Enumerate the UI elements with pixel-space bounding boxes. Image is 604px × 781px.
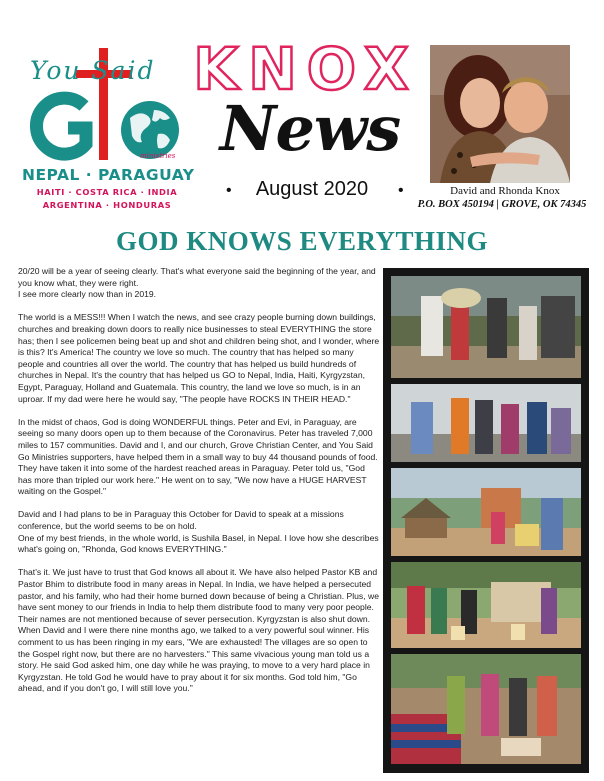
paragraph-3: In the midst of chaos, God is doing WONDERFUL things. Peter and Evi, in Paraguay, are seeing so many doors open up to them because of the Coronavirus. Peter has traveled 7,000 miles to 157 communities. David and I, and our church, Grove Christian Center, and You Said Go Ministries supporters, have helped them in a small way to buy 44 thousand pounds of food. They have taken it into some of the hardest reached areas in Paraguay. Peter told us, "God has more than tripled our work here." He went on to say, "We now have a HUGE HARVEST waiting on the Gospel." bbox=[18, 416, 378, 497]
food-distribution-photo-3 bbox=[391, 468, 581, 556]
logo-ministries-text: ministries bbox=[140, 152, 176, 160]
masthead-title-news: News bbox=[219, 92, 401, 165]
portrait-illustration bbox=[430, 45, 570, 183]
photo-caption-names: David and Rhonda Knox bbox=[450, 185, 560, 197]
logo-tagline-secondary: HAITI · COSTA RICA · INDIA bbox=[36, 187, 178, 197]
paragraph-4-line-2: One of my best friends, in the whole world, is Sushila Basel, in Nepal. I love how she describes what's going on, "Rhonda, God knows EVERYTHING." bbox=[18, 532, 379, 555]
paragraph-5: That's it. We just have to trust that God knows all about it. We have also helped Pastor KB and Pastor Bhim to distribute food in many areas in Nepal. In India, we have helped a persecuted pastor, and his family, who had their home burned down because of being a Christian. Plus, we have sent money to our friends in India to help them distribute food to many very poor people. Their names are not mentioned because of sever persecution. Kyrgyzstan is also shut down. When David and I were there nine months ago, we talked to a very powerful soul winner. His comment to us has been ringing in my ears, "We are exhausted! The villages are so open to the Gospel right now, but there are no harvesters." This same vivacious young man told us a story. He said God asked him, one day while he was praying, to move to a very hard place in Kyrgyzstan. He told God he would have to pray about it for six months. God told him, "Go ahead, and if you don't go, I will still love you." bbox=[18, 567, 379, 694]
logo-tagline-primary: NEPAL · PARAGUAY bbox=[22, 166, 195, 184]
paragraph-4-line-1: David and I had plans to be in Paraguay this October for David to speak at a missions conference, but the world seems to be on hold. bbox=[18, 509, 344, 532]
food-distribution-photo-1 bbox=[391, 276, 581, 378]
mailing-address: P.O. BOX 450194 | GROVE, OK 74345 bbox=[417, 199, 587, 210]
article-headline: GOD KNOWS EVERYTHING bbox=[115, 226, 489, 256]
issue-date: August 2020 bbox=[255, 178, 369, 200]
paragraph-4 bbox=[18, 509, 380, 555]
ministry-logo bbox=[22, 48, 202, 216]
paragraph-2: The world is a MESS!!! When I watch the news, and see crazy people burning down buildings, churches and breaking down doors to really nice businesses to steal EVERYTHING the store has; then I see policemen being beat up and shot and children being shot, and I wonder, where is this? It's America! The country we love so much. The country that has helped so many people and countries all over the world. The country that has helped us build hundreds of churches in Nepal. It's the country that has helped us GO to Nepal, India, Haiti, Kyrgyzstan, Egypt, Paraguay, Holland and Guatemala. This country, the land we love so much, is in an uproar. If my dad were here he would say, "The people have ROCKS IN THEIR HEAD." bbox=[18, 312, 380, 404]
paragraph-1 bbox=[18, 266, 380, 301]
logo-tagline-tertiary: ARGENTINA · HONDURAS bbox=[42, 200, 172, 210]
portrait-photo bbox=[430, 45, 570, 183]
date-bullet-left: • bbox=[226, 182, 232, 199]
logo-script-text: You Said bbox=[30, 56, 156, 85]
photo-strip bbox=[383, 268, 589, 773]
food-distribution-photo-5 bbox=[391, 654, 581, 764]
date-bullet-right: • bbox=[398, 182, 404, 199]
paragraph-1-line-1: 20/20 will be a year of seeing clearly. That's what everyone said the beginning of the year, and you know what, they were right. bbox=[18, 266, 376, 288]
food-distribution-photo-2 bbox=[391, 384, 581, 462]
article-body bbox=[18, 266, 380, 695]
paragraph-1-line-2: I see more clearly now than in 2019. bbox=[18, 289, 157, 300]
food-distribution-photo-4 bbox=[391, 562, 581, 648]
masthead-title-knox: KNOX bbox=[193, 35, 419, 103]
